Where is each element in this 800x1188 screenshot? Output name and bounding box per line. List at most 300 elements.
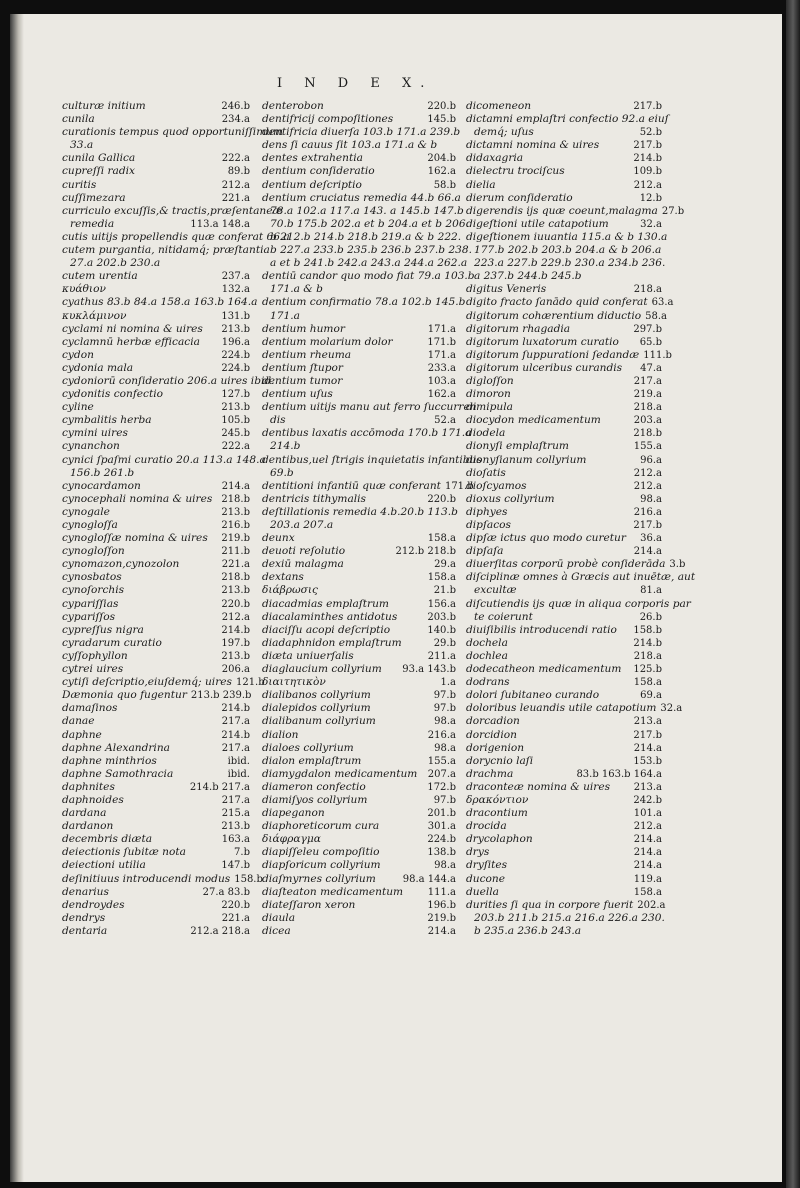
entry-page-ref: 214.b bbox=[633, 153, 662, 165]
entry-term: digitorum rhagadia bbox=[466, 322, 571, 335]
index-entry bbox=[262, 571, 456, 584]
index-entry bbox=[262, 584, 456, 597]
index-entry bbox=[466, 833, 662, 846]
index-entry bbox=[62, 886, 250, 899]
index-entry bbox=[466, 467, 662, 480]
entry-term: cupreſſi radix bbox=[62, 165, 135, 178]
entry-page-ref: 220.b bbox=[221, 598, 250, 610]
entry-page-ref: 301.a bbox=[427, 821, 456, 833]
entry-term: cynogale bbox=[62, 505, 110, 518]
entry-page-ref: 207.a bbox=[427, 768, 456, 780]
entry-page-ref: 213.b bbox=[221, 821, 250, 833]
entry-term: dentium confirmatio 78.a 102.b 145.b bbox=[262, 296, 466, 309]
index-entry bbox=[466, 427, 662, 440]
entry-term: daphne Alexandrina bbox=[62, 741, 170, 754]
index-entry bbox=[62, 349, 250, 362]
entry-term: cynogloſſa bbox=[62, 519, 118, 531]
entry-page-ref: 58.b bbox=[433, 179, 456, 191]
entry-page-ref: 47.a bbox=[640, 362, 662, 374]
entry-term: deiectionis ſubitæ nota bbox=[62, 846, 186, 859]
index-entry bbox=[466, 179, 662, 192]
entry-page-ref: 217.a bbox=[221, 716, 250, 728]
index-entry bbox=[262, 414, 456, 427]
index-entry bbox=[62, 414, 250, 427]
index-entry bbox=[262, 323, 456, 336]
entry-term: deunx bbox=[262, 532, 295, 545]
index-entry bbox=[62, 846, 250, 859]
entry-page-ref: 218.a bbox=[633, 284, 662, 296]
entry-page-ref: 26.b bbox=[639, 611, 662, 623]
index-entry bbox=[262, 467, 456, 480]
scan-page-edge bbox=[786, 0, 800, 1188]
index-entry bbox=[466, 846, 662, 859]
index-entry bbox=[466, 506, 662, 519]
entry-term: διάφραγμα bbox=[262, 833, 321, 846]
entry-page-ref: 89.b bbox=[227, 166, 250, 178]
index-entry bbox=[62, 611, 250, 624]
index-entry bbox=[262, 126, 461, 139]
entry-term: a et b 241.b 242.a 243.a 244.a 262.a bbox=[270, 257, 468, 270]
index-entry bbox=[262, 899, 456, 912]
entry-page-ref: 219.a bbox=[633, 389, 662, 401]
index-entry bbox=[262, 506, 456, 519]
entry-term: b 212.b 214.b 218.b 219.a & b 222. bbox=[270, 230, 462, 243]
entry-term: demq́; uſus bbox=[474, 126, 534, 139]
entry-term: 171.a & b bbox=[270, 283, 323, 296]
index-entry bbox=[62, 374, 275, 388]
entry-term: dentium molarium dolor bbox=[262, 335, 393, 348]
entry-term: dentium humor bbox=[262, 322, 345, 335]
index-entry bbox=[262, 873, 456, 886]
index-entry bbox=[62, 126, 284, 139]
entry-term: dictamni emplaſtri confectio 92.a eiuſ bbox=[466, 113, 669, 126]
index-entry bbox=[262, 859, 456, 872]
index-entry bbox=[262, 100, 456, 113]
index-entry bbox=[466, 729, 662, 742]
index-entry bbox=[262, 453, 482, 467]
index-entry bbox=[62, 663, 250, 676]
entry-term: diameron confectio bbox=[262, 780, 366, 793]
index-entry bbox=[62, 598, 250, 611]
index-entry bbox=[262, 440, 456, 453]
index-entry bbox=[262, 611, 456, 624]
entry-term: digitus Veneris bbox=[466, 283, 547, 296]
index-entry bbox=[466, 296, 674, 309]
entry-page-ref: 171.a bbox=[427, 349, 456, 361]
entry-term: 177.b 202.b 203.b 204.a & b 206.a bbox=[474, 244, 662, 257]
entry-term: cynomazon,cynozolon bbox=[62, 558, 180, 571]
index-entry bbox=[62, 204, 283, 218]
index-entry bbox=[62, 558, 250, 571]
entry-term: diacadmias emplaſtrum bbox=[262, 597, 389, 610]
entry-page-ref: 98.a bbox=[640, 493, 662, 505]
entry-page-ref: 213.b bbox=[221, 402, 250, 414]
index-entry bbox=[62, 388, 250, 401]
entry-term: drys bbox=[466, 846, 490, 859]
index-entry bbox=[262, 388, 456, 401]
entry-term: dodrans bbox=[466, 676, 510, 689]
entry-page-ref: 96.a bbox=[640, 454, 662, 466]
index-entry bbox=[466, 519, 662, 532]
index-entry bbox=[466, 768, 662, 781]
entry-term: decembris diæta bbox=[62, 833, 153, 846]
index-entry bbox=[262, 427, 472, 440]
entry-term: denterobon bbox=[262, 100, 324, 112]
index-entry bbox=[262, 912, 456, 925]
entry-page-ref: 97.b bbox=[433, 690, 456, 702]
entry-page-ref: 215.a bbox=[221, 808, 250, 820]
entry-page-ref: 204.b bbox=[427, 153, 456, 165]
entry-term: dipſaſa bbox=[466, 545, 504, 558]
entry-term: dentricis tithymalis bbox=[262, 492, 366, 505]
entry-page-ref: 111.b bbox=[643, 349, 672, 361]
entry-page-ref: 217.b bbox=[633, 520, 662, 531]
entry-page-ref: 214.a bbox=[633, 742, 662, 754]
entry-page-ref: 109.b bbox=[633, 166, 662, 178]
index-entry bbox=[262, 768, 456, 781]
entry-page-ref: 221.a bbox=[221, 912, 250, 924]
entry-term: diaciſſu acopi deſcriptio bbox=[262, 623, 391, 636]
entry-term: cymbalitis herba bbox=[62, 414, 152, 427]
index-entry bbox=[62, 571, 250, 584]
index-entry bbox=[262, 152, 456, 165]
entry-page-ref: 222.a bbox=[221, 153, 250, 165]
entry-term: cyſſophyllon bbox=[62, 649, 128, 662]
entry-page-ref: 216.b bbox=[221, 520, 250, 531]
entry-page-ref: 171.b bbox=[427, 336, 456, 348]
index-entry bbox=[466, 493, 662, 506]
index-entry bbox=[262, 532, 456, 545]
index-entry bbox=[262, 270, 475, 283]
entry-page-ref: 212.a bbox=[221, 179, 250, 191]
entry-term: διαιτητικὸν bbox=[262, 676, 326, 689]
entry-page-ref: 162.a bbox=[427, 166, 456, 178]
index-entry bbox=[466, 165, 662, 178]
index-entry bbox=[262, 165, 456, 178]
index-entry bbox=[62, 283, 250, 296]
index-column-3 bbox=[466, 100, 696, 938]
book-gutter bbox=[10, 14, 24, 1182]
index-entry bbox=[262, 663, 456, 676]
entry-page-ref: 211.a bbox=[427, 650, 456, 662]
index-entry bbox=[62, 912, 250, 925]
entry-term: curriculo excuſſis,& tractis,præſentaneæ bbox=[62, 204, 283, 217]
index-entry bbox=[466, 911, 665, 925]
entry-term: δρακόντιον bbox=[466, 793, 529, 806]
index-entry bbox=[62, 362, 250, 375]
index-entry bbox=[262, 204, 464, 218]
entry-term: digloſſon bbox=[466, 374, 514, 387]
entry-page-ref: 234.a bbox=[221, 114, 250, 126]
index-entry bbox=[262, 715, 456, 728]
index-entry bbox=[62, 545, 250, 558]
entry-page-ref: 158.a bbox=[427, 572, 456, 584]
index-entry bbox=[62, 323, 250, 336]
entry-page-ref: 216.a bbox=[633, 506, 662, 518]
index-entry bbox=[466, 637, 662, 650]
index-entry bbox=[466, 898, 666, 912]
index-entry bbox=[262, 283, 456, 296]
page-header: I N D E X. bbox=[277, 76, 434, 91]
entry-term: diadaphnidon emplaſtrum bbox=[262, 636, 402, 649]
entry-term: cytiſi deſcriptio,eiuſdemq́; uires bbox=[62, 676, 232, 689]
entry-page-ref: 220.b bbox=[221, 899, 250, 911]
entry-page-ref: 65.b bbox=[639, 336, 662, 348]
entry-page-ref: ibid. bbox=[227, 768, 250, 780]
index-entry bbox=[466, 309, 668, 323]
index-entry bbox=[262, 479, 474, 493]
index-entry bbox=[262, 650, 456, 663]
entry-term: dextans bbox=[262, 571, 304, 584]
index-entry bbox=[62, 702, 250, 715]
entry-page-ref: 212.a bbox=[633, 467, 662, 479]
entry-page-ref: 211.b bbox=[221, 546, 250, 558]
index-entry bbox=[62, 336, 250, 349]
index-entry bbox=[62, 257, 250, 270]
entry-page-ref: 156.a bbox=[427, 598, 456, 610]
entry-term: cyline bbox=[62, 401, 94, 414]
entry-term: a 237.b 244.b 245.b bbox=[474, 270, 582, 283]
entry-term: deſtillationis remedia 4.b.20.b 113.b bbox=[262, 505, 458, 518]
entry-term: dentium rheuma bbox=[262, 348, 352, 361]
entry-term: dorigenion bbox=[466, 741, 525, 754]
index-entry bbox=[262, 729, 456, 742]
index-entry bbox=[466, 362, 662, 375]
entry-term: drachma bbox=[466, 767, 514, 780]
index-entry bbox=[62, 113, 250, 126]
entry-term: drycolaphon bbox=[466, 833, 533, 846]
index-entry bbox=[62, 820, 250, 833]
entry-page-ref: 217.b bbox=[633, 140, 662, 152]
index-entry bbox=[262, 624, 456, 637]
index-entry bbox=[466, 230, 668, 244]
entry-term: dis bbox=[270, 414, 286, 427]
index-entry bbox=[262, 519, 456, 532]
entry-page-ref: 155.a bbox=[427, 755, 456, 767]
entry-page-ref: 98.a bbox=[434, 860, 456, 872]
entry-term: dentifricia diuerſa 103.b 171.a 239.b bbox=[262, 126, 461, 139]
entry-term: dialoes collyrium bbox=[262, 741, 354, 754]
entry-page-ref: 214.a bbox=[633, 860, 662, 872]
index-entry bbox=[62, 584, 250, 597]
entry-page-ref: 212.b 218.b bbox=[395, 546, 456, 558]
entry-term: dentium uitijs manu aut ferro ſuccurren bbox=[262, 401, 477, 414]
entry-term: duella bbox=[466, 885, 499, 898]
entry-page-ref: 221.a bbox=[221, 559, 250, 571]
entry-term: dioſatis bbox=[466, 466, 506, 479]
entry-page-ref: 212.a bbox=[633, 821, 662, 833]
index-entry bbox=[466, 597, 691, 611]
entry-page-ref: 52.b bbox=[639, 127, 662, 139]
entry-term: dorcidion bbox=[466, 728, 517, 741]
index-entry bbox=[262, 310, 456, 323]
index-entry bbox=[62, 768, 250, 781]
entry-term: dentium cruciatus remedia 44.b 66.a bbox=[262, 191, 461, 204]
index-entry bbox=[466, 715, 662, 728]
index-entry bbox=[466, 113, 669, 126]
entry-page-ref: 224.b bbox=[427, 834, 456, 846]
index-entry bbox=[262, 349, 456, 362]
entry-page-ref: 155.a bbox=[633, 441, 662, 453]
entry-term: dialepidos collyrium bbox=[262, 702, 371, 715]
entry-term: 78.a 102.a 117.a 143. a 145.b 147.b bbox=[270, 204, 464, 217]
entry-term: dens ſi cauus ſit 103.a 171.a & b bbox=[262, 139, 438, 152]
entry-page-ref: 145.b bbox=[427, 114, 456, 126]
entry-term: cynosbatos bbox=[62, 571, 122, 584]
entry-page-ref: 83.b 163.b 164.a bbox=[576, 768, 662, 780]
index-entry bbox=[62, 650, 250, 663]
index-entry bbox=[262, 375, 456, 388]
index-entry bbox=[62, 453, 266, 467]
index-entry bbox=[466, 650, 662, 663]
index-entry bbox=[262, 113, 456, 126]
entry-term: 156.b 261.b bbox=[70, 466, 135, 479]
entry-page-ref: 218.b bbox=[221, 493, 250, 505]
entry-page-ref: 158.a bbox=[633, 677, 662, 689]
entry-term: digitorum ulceribus curandis bbox=[466, 361, 623, 374]
index-entry bbox=[466, 794, 662, 807]
entry-term: κυάθιον bbox=[62, 283, 106, 296]
entry-page-ref: 220.b bbox=[427, 493, 456, 505]
entry-term: cutem purgantia, nitidamq́; præſtantia bbox=[62, 244, 270, 257]
entry-page-ref: 196.b bbox=[427, 899, 456, 911]
entry-term: dionyſi emplaſtrum bbox=[466, 440, 569, 453]
entry-page-ref: 218.b bbox=[633, 428, 662, 440]
index-entry bbox=[262, 217, 469, 231]
entry-term: remedia bbox=[70, 217, 115, 230]
index-entry bbox=[62, 624, 250, 637]
entry-term: dioſcyamos bbox=[466, 479, 527, 492]
entry-term: dicomeneon bbox=[466, 100, 532, 112]
entry-term: dialibanos collyrium bbox=[262, 689, 371, 702]
entry-term: dialon emplaſtrum bbox=[262, 754, 362, 767]
entry-term: dielia bbox=[466, 178, 496, 191]
entry-page-ref: ibid. bbox=[227, 755, 250, 767]
index-entry bbox=[262, 362, 456, 375]
entry-term: dendroydes bbox=[62, 898, 125, 911]
entry-term: dorycnio laſi bbox=[466, 754, 534, 767]
entry-page-ref: 221.a bbox=[221, 192, 250, 204]
entry-term: dimipula bbox=[466, 401, 513, 414]
index-entry bbox=[62, 637, 250, 650]
entry-page-ref: 213.b bbox=[221, 506, 250, 518]
entry-page-ref: 214.b 217.a bbox=[189, 781, 250, 793]
index-entry bbox=[262, 637, 456, 650]
entry-page-ref: 163.a bbox=[221, 834, 250, 846]
entry-page-ref: 27.a 83.b bbox=[202, 886, 250, 898]
index-entry bbox=[466, 139, 662, 152]
entry-page-ref: 97.b bbox=[433, 703, 456, 715]
entry-page-ref: 147.b bbox=[221, 860, 250, 872]
entry-term: cutem urentia bbox=[62, 270, 138, 283]
entry-term: daphne bbox=[62, 728, 102, 741]
entry-page-ref: 138.b bbox=[427, 847, 456, 859]
index-entry bbox=[62, 296, 258, 309]
entry-page-ref: 213.b bbox=[221, 323, 250, 335]
entry-page-ref: 214.a bbox=[633, 546, 662, 558]
entry-page-ref: 203.b bbox=[427, 611, 456, 623]
entry-page-ref: 81.a bbox=[640, 585, 662, 597]
index-entry bbox=[62, 165, 250, 178]
index-entry bbox=[262, 191, 461, 205]
entry-term: cydonia mala bbox=[62, 361, 134, 374]
entry-page-ref: 29.b bbox=[433, 637, 456, 649]
index-entry bbox=[466, 388, 662, 401]
entry-term: cyathus 83.b 84.a 158.a 163.b 164.a bbox=[62, 296, 258, 309]
entry-page-ref: 218.b bbox=[221, 572, 250, 584]
index-entry bbox=[262, 846, 456, 859]
entry-term: diſciplinæ omnes à Græcis aut inuētæ, aut bbox=[466, 571, 696, 584]
index-entry bbox=[466, 873, 662, 886]
entry-term: doloribus leuandis utile catapotium bbox=[466, 702, 657, 715]
entry-term: dentitioni infantiū quæ conferant bbox=[262, 479, 441, 492]
index-entry bbox=[466, 663, 662, 676]
entry-page-ref: 125.b bbox=[633, 664, 662, 676]
entry-term: cyradarum curatio bbox=[62, 636, 162, 649]
entry-term: cunila Gallica bbox=[62, 152, 136, 165]
entry-term: cydoniorū conſideratio 206.a uires ibid. bbox=[62, 374, 275, 387]
index-entry bbox=[466, 702, 683, 715]
index-entry bbox=[62, 715, 250, 728]
entry-term: daphnites bbox=[62, 780, 115, 793]
entry-term: diapiſſeleu compoſitio bbox=[262, 846, 380, 859]
entry-term: cymini uires bbox=[62, 427, 128, 440]
entry-term: diaula bbox=[262, 911, 296, 924]
index-entry bbox=[262, 755, 456, 768]
index-entry bbox=[466, 192, 662, 205]
entry-term: cypreſſus nigra bbox=[62, 623, 144, 636]
entry-page-ref: 105.b bbox=[221, 415, 250, 427]
entry-term: deuoti reſolutio bbox=[262, 545, 346, 558]
index-entry bbox=[62, 807, 250, 820]
entry-page-ref: 121.b bbox=[235, 677, 265, 689]
index-entry bbox=[466, 152, 662, 165]
index-entry bbox=[62, 925, 250, 938]
index-entry bbox=[62, 440, 250, 453]
entry-page-ref: 218.a bbox=[633, 402, 662, 414]
entry-term: dentibus laxatis accōmoda 170.b 171.a bbox=[262, 427, 472, 440]
entry-page-ref: 69.a bbox=[640, 690, 662, 702]
index-entry bbox=[62, 794, 250, 807]
entry-term: drocida bbox=[466, 820, 507, 833]
entry-page-ref: 213.b 239.b bbox=[190, 690, 252, 702]
entry-term: culturæ initium bbox=[62, 100, 146, 112]
entry-term: dexiū malagma bbox=[262, 558, 344, 571]
entry-term: diphyes bbox=[466, 505, 508, 518]
entry-term: dipſacos bbox=[466, 519, 511, 531]
entry-page-ref: 213.b bbox=[221, 585, 250, 597]
entry-page-ref: 224.b bbox=[221, 349, 250, 361]
entry-page-ref: 219.b bbox=[221, 533, 250, 545]
entry-page-ref: 214.b bbox=[221, 729, 250, 741]
index-entry bbox=[262, 807, 456, 820]
entry-page-ref: 245.b bbox=[221, 428, 250, 440]
index-entry bbox=[262, 257, 468, 270]
entry-term: digeſtioni utile catapotium bbox=[466, 217, 609, 230]
entry-page-ref: 32.a bbox=[660, 703, 683, 715]
index-entry bbox=[62, 755, 250, 768]
index-entry bbox=[262, 742, 456, 755]
entry-page-ref: 237.a bbox=[221, 271, 250, 283]
entry-term: digeſtionem iuuantia 115.a & b 130.a bbox=[466, 230, 668, 243]
index-entry bbox=[62, 676, 265, 689]
entry-term: dipſæ ictus quo modo curetur bbox=[466, 532, 626, 545]
index-entry bbox=[466, 126, 662, 139]
entry-page-ref: 12.b bbox=[639, 192, 662, 204]
index-entry bbox=[262, 493, 456, 506]
entry-page-ref: 214.a bbox=[633, 834, 662, 846]
entry-term: diſcutiendis ijs quæ in aliqua corporis par bbox=[466, 597, 691, 610]
